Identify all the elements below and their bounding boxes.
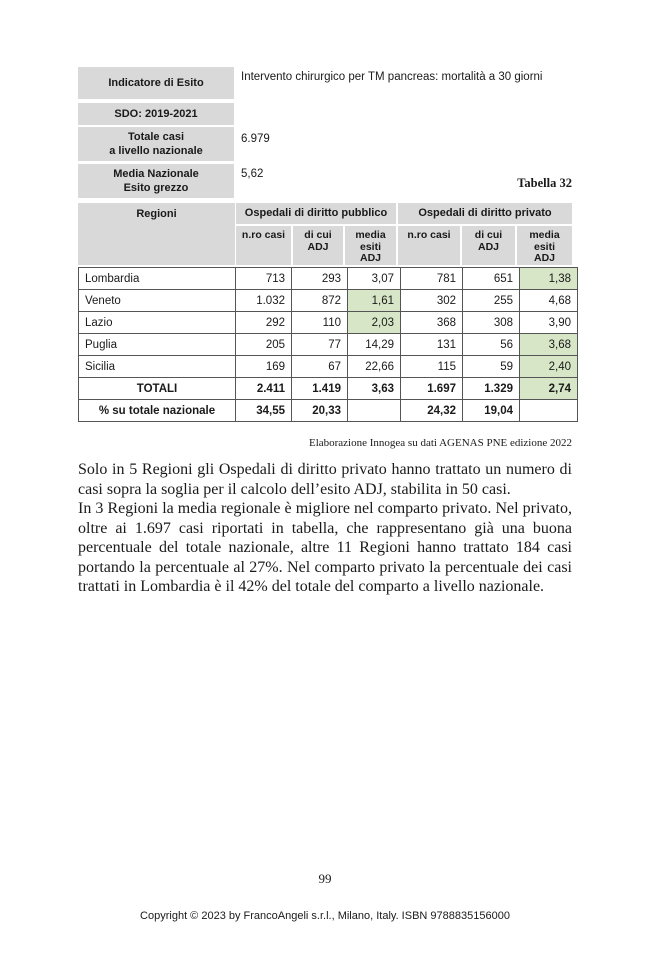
cell-priv-adj: 308 bbox=[463, 312, 520, 334]
cell-pct-pub-media bbox=[348, 400, 401, 422]
cell-pub-casi: 1.032 bbox=[236, 290, 292, 312]
cell-priv-casi: 781 bbox=[401, 268, 463, 290]
cell-tot-priv-casi: 1.697 bbox=[401, 378, 463, 400]
table-row bbox=[79, 312, 578, 334]
cell-region: Puglia bbox=[79, 334, 236, 356]
subheader-pub-media-line1: media bbox=[355, 229, 386, 241]
cell-region: Lombardia bbox=[79, 268, 236, 290]
cell-tot-priv-adj: 1.329 bbox=[463, 378, 520, 400]
cell-pub-media: 14,29 bbox=[348, 334, 401, 356]
totale-label-line1: Totale casi bbox=[127, 131, 185, 143]
subheader-priv-di-cui-line2: ADJ bbox=[477, 240, 499, 253]
totals-row bbox=[79, 378, 578, 400]
page-number: 99 bbox=[318, 871, 332, 886]
subheader-priv-nro-casi: n.ro casi bbox=[398, 226, 460, 265]
cell-tot-pub-media: 3,63 bbox=[348, 378, 401, 400]
totale-value: 6.979 bbox=[241, 133, 270, 145]
percent-row bbox=[79, 400, 578, 422]
subheader-priv-media-line2: esiti bbox=[533, 240, 555, 253]
media-label bbox=[78, 164, 234, 198]
cell-priv-media: 3,68 bbox=[520, 334, 578, 356]
cell-pub-adj: 77 bbox=[292, 334, 348, 356]
subheader-pub-di-cui-line2: ADJ bbox=[307, 240, 329, 253]
subheader-priv-di-cui bbox=[462, 226, 515, 265]
cell-pct-pub-casi: 34,55 bbox=[236, 400, 292, 422]
cell-pub-casi: 169 bbox=[236, 356, 292, 378]
cell-pub-media: 2,03 bbox=[348, 312, 401, 334]
media-label-line2: Esito grezzo bbox=[123, 182, 189, 194]
header-privato: Ospedali di diritto privato bbox=[398, 203, 572, 224]
cell-priv-casi: 131 bbox=[401, 334, 463, 356]
subheader-priv-media bbox=[517, 226, 572, 265]
table-title: Tabella 32 bbox=[517, 176, 572, 190]
cell-priv-adj: 651 bbox=[463, 268, 520, 290]
copyright-notice: Copyright © 2023 by FrancoAngeli s.r.l., Milano, Italy. ISBN 9788835156000 bbox=[140, 910, 510, 922]
cell-priv-adj: 56 bbox=[463, 334, 520, 356]
sdo-label: SDO: 2019-2021 bbox=[78, 103, 234, 125]
cell-priv-media: 4,68 bbox=[520, 290, 578, 312]
header-regioni bbox=[78, 203, 235, 265]
cell-totals-label: TOTALI bbox=[79, 378, 236, 400]
indicatore-value: Intervento chirurgico per TM pancreas: mortalità a 30 giorni bbox=[241, 71, 543, 83]
table-row bbox=[79, 268, 578, 290]
cell-priv-adj: 59 bbox=[463, 356, 520, 378]
media-label-line1: Media Nazionale bbox=[113, 168, 199, 180]
totale-label bbox=[78, 127, 234, 161]
cell-tot-pub-casi: 2.411 bbox=[236, 378, 292, 400]
table-row bbox=[79, 334, 578, 356]
cell-pub-media: 1,61 bbox=[348, 290, 401, 312]
paragraph-1: Solo in 5 Regioni gli Ospedali di diritto privato hanno trattato un numero di casi sopra la soglia per il calcolo dell’esito ADJ, stabilita in 50 casi. bbox=[78, 461, 572, 498]
cell-priv-media: 1,38 bbox=[520, 268, 578, 290]
cell-pub-adj: 110 bbox=[292, 312, 348, 334]
cell-tot-pub-adj: 1.419 bbox=[292, 378, 348, 400]
cell-pub-casi: 292 bbox=[236, 312, 292, 334]
subheader-pub-di-cui bbox=[293, 226, 343, 265]
cell-pct-priv-adj: 19,04 bbox=[463, 400, 520, 422]
cell-pub-casi: 205 bbox=[236, 334, 292, 356]
cell-region: Lazio bbox=[79, 312, 236, 334]
cell-priv-adj: 255 bbox=[463, 290, 520, 312]
cell-pct-priv-media bbox=[520, 400, 578, 422]
cell-tot-priv-media: 2,74 bbox=[520, 378, 578, 400]
cell-pub-media: 3,07 bbox=[348, 268, 401, 290]
body-text bbox=[78, 460, 572, 597]
table-row bbox=[79, 290, 578, 312]
cell-pub-adj: 67 bbox=[292, 356, 348, 378]
cell-priv-casi: 368 bbox=[401, 312, 463, 334]
data-table bbox=[78, 267, 578, 422]
subheader-priv-media-line1: media bbox=[529, 229, 560, 241]
paragraph-2: In 3 Regioni la media regionale è migliore nel comparto privato. Nel privato, oltre ai 1.697 casi riportati in tabella, che rappresentano già una buona percentuale del totale nazionale, altre 11 Regioni hanno trattato 184 casi portando la percentuale al 27%. Nel comparto privato la percentuale dei casi trattati in Lombardia è il 42% del totale del comparto a livello nazionale. bbox=[78, 500, 572, 595]
subheader-pub-media bbox=[345, 226, 396, 265]
cell-region: Sicilia bbox=[79, 356, 236, 378]
header-pubblico: Ospedali di diritto pubblico bbox=[236, 203, 396, 224]
indicatore-label: Indicatore di Esito bbox=[78, 67, 234, 99]
subheader-pub-nro-casi: n.ro casi bbox=[236, 226, 291, 265]
subheader-priv-di-cui-line1: di cui bbox=[474, 229, 503, 241]
subheader-pub-di-cui-line1: di cui bbox=[304, 229, 332, 241]
cell-region: Veneto bbox=[79, 290, 236, 312]
cell-priv-media: 3,90 bbox=[520, 312, 578, 334]
cell-pub-casi: 713 bbox=[236, 268, 292, 290]
subheader-pub-media-line3: ADJ bbox=[359, 252, 381, 264]
media-value: 5,62 bbox=[241, 168, 264, 180]
cell-pct-pub-adj: 20,33 bbox=[292, 400, 348, 422]
subheader-priv-media-line3: ADJ bbox=[533, 252, 555, 264]
cell-priv-casi: 115 bbox=[401, 356, 463, 378]
cell-priv-casi: 302 bbox=[401, 290, 463, 312]
cell-pub-adj: 872 bbox=[292, 290, 348, 312]
table-row bbox=[79, 356, 578, 378]
cell-pub-media: 22,66 bbox=[348, 356, 401, 378]
header-regioni-label: Regioni bbox=[136, 208, 177, 220]
cell-percent-label: % su totale nazionale bbox=[79, 400, 236, 422]
cell-priv-media: 2,40 bbox=[520, 356, 578, 378]
cell-pct-priv-casi: 24,32 bbox=[401, 400, 463, 422]
cell-pub-adj: 293 bbox=[292, 268, 348, 290]
totale-label-line2: a livello nazionale bbox=[109, 145, 203, 157]
table-source: Elaborazione Innogea su dati AGENAS PNE edizione 2022 bbox=[308, 437, 572, 449]
subheader-pub-media-line2: esiti bbox=[359, 240, 381, 253]
